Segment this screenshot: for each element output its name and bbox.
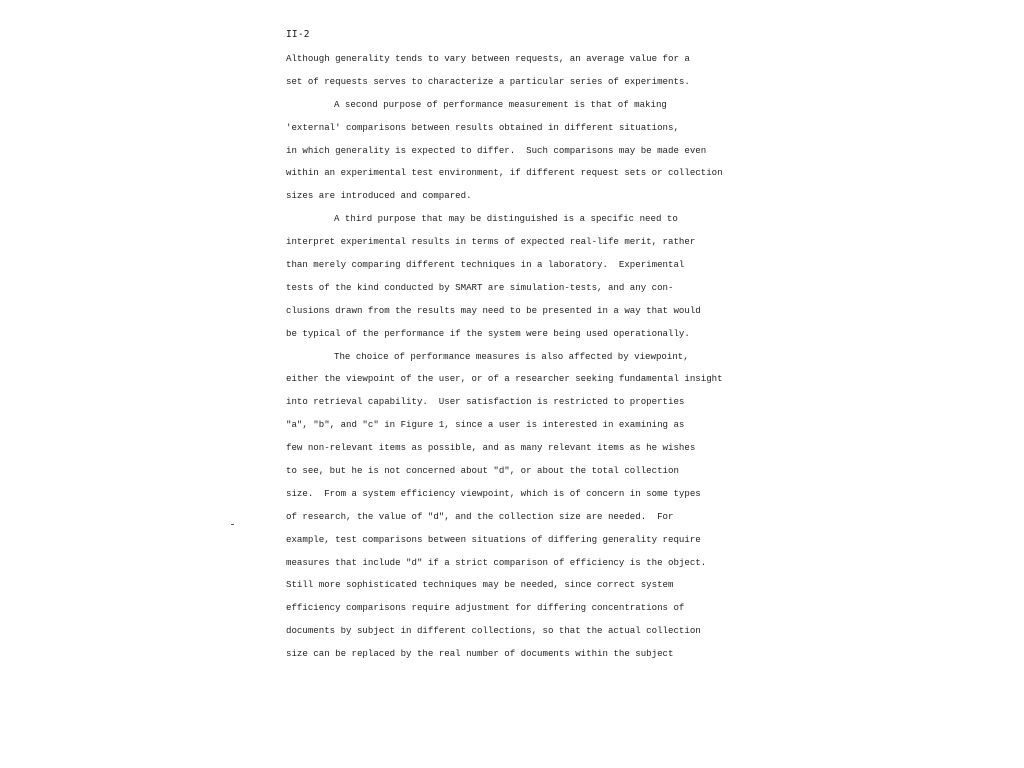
text-line: size. From a system efficiency viewpoint, which is of concern in some types <box>286 487 701 499</box>
text-line: set of requests serves to characterize a particular series of experiments. <box>286 75 690 87</box>
text-line: into retrieval capability. User satisfaction is restricted to properties <box>286 396 685 408</box>
text-line: example, test comparisons between situations of differing generality require <box>286 533 701 545</box>
text-line: clusions drawn from the results may need to be presented in a way that would <box>286 304 701 316</box>
text-line: documents by subject in different collections, so that the actual collection <box>286 625 701 637</box>
text-line: size can be replaced by the real number of documents within the subject <box>286 648 674 660</box>
text-line: to see, but he is not concerned about "d", or about the total collection <box>286 465 679 477</box>
text-line: The choice of performance measures is also affected by viewpoint, <box>334 350 689 362</box>
text-line: either the viewpoint of the user, or of a researcher seeking fundamental insight <box>286 373 723 385</box>
text-line: "a", "b", and "c" in Figure 1, since a user is interested in examining as <box>286 419 685 431</box>
text-line: of research, the value of "d", and the collection size are needed. For <box>286 510 674 522</box>
text-line: A second purpose of performance measurement is that of making <box>334 98 667 110</box>
text-line: Although generality tends to vary between requests, an average value for a <box>286 53 690 64</box>
text-line: in which generality is expected to differ. Such comparisons may be made even <box>286 144 707 156</box>
text-line: interpret experimental results in terms of expected real-life merit, rather <box>286 236 696 248</box>
page-number: II-2 <box>286 29 310 40</box>
text-line: Still more sophisticated techniques may be needed, since correct system <box>286 579 674 591</box>
text-line: than merely comparing different techniques in a laboratory. Experimental <box>286 259 685 271</box>
text-line: sizes are introduced and compared. <box>286 190 472 202</box>
text-line: measures that include "d" if a strict comparison of efficiency is the object. <box>286 556 707 568</box>
text-line: A third purpose that may be distinguished is a specific need to <box>334 213 678 225</box>
body-text <box>286 52 736 670</box>
text-line: tests of the kind conducted by SMART are simulation-tests, and any con- <box>286 281 674 293</box>
text-line: few non-relevant items as possible, and as many relevant items as he wishes <box>286 442 696 454</box>
text-line: 'external' comparisons between results obtained in different situations, <box>286 121 679 133</box>
text-line: efficiency comparisons require adjustment for differing concentrations of <box>286 602 685 614</box>
stray-mark <box>231 524 234 525</box>
text-line: within an experimental test environment, if different request sets or collection <box>286 167 723 179</box>
text-line: be typical of the performance if the system were being used operationally. <box>286 327 690 339</box>
